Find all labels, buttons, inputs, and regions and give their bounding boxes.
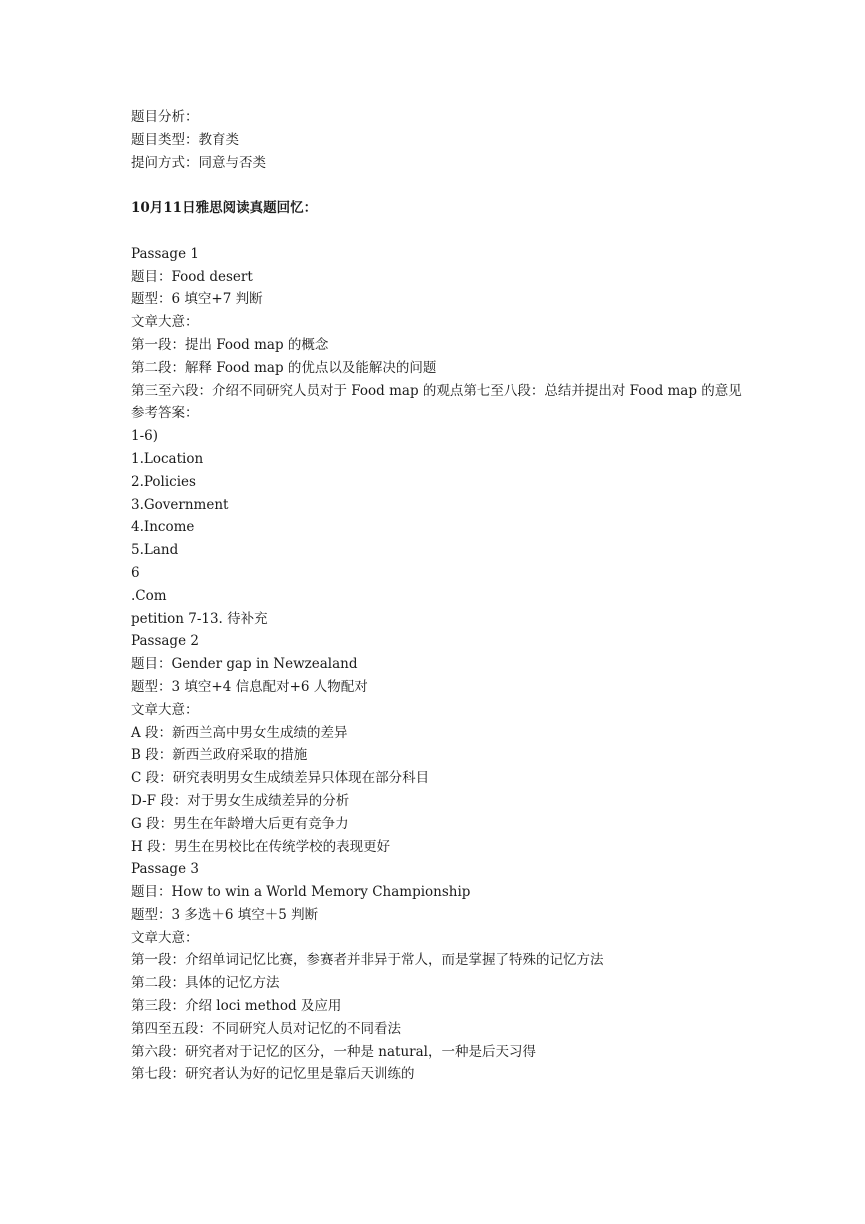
passage3-summary-item: 第二段：具体的记忆方法 [131, 975, 280, 992]
passage3-summary-item: 第六段：研究者对于记忆的区分，一种是 natural，一种是后天习得 [131, 1043, 536, 1060]
analysis-question-style: 提问方式：同意与否类 [131, 154, 266, 171]
passage3-summary-item: 第七段：研究者认为好的记忆里是靠后天训练的 [131, 1066, 415, 1083]
passage1-summary-item: 第一段：提出 Food map 的概念 [131, 336, 329, 353]
section-heading: 10月11日雅思阅读真题回忆： [131, 200, 318, 217]
passage1-answer: 4.Income [131, 519, 195, 536]
passage2-summary-item: A 段：新西兰高中男女生成绩的差异 [131, 724, 348, 741]
analysis-title: 题目分析： [131, 109, 199, 125]
passage3-summary-item: 第一段：介绍单词记忆比赛，参赛者并非异于常人，而是掌握了特殊的记忆方法 [131, 952, 604, 969]
spacer [131, 220, 751, 243]
passage1-label: Passage 1 [131, 245, 199, 262]
passage3-title: 题目：How to win a World Memory Championship [131, 884, 471, 901]
passage2-summary-item: B 段：新西兰政府采取的措施 [131, 747, 308, 764]
passage1-answers-label: 参考答案： [131, 405, 199, 422]
passage1-summary-item: 第二段：解释 Food map 的优点以及能解决的问题 [131, 359, 437, 376]
passage1-question-types: 题型：6 填空+7 判断 [131, 291, 263, 308]
passage2-summary-item: C 段：研究表明男女生成绩差异只体现在部分科目 [131, 770, 430, 787]
analysis-type: 题目类型：教育类 [131, 131, 239, 148]
passage3-summary-label: 文章大意： [131, 929, 199, 946]
passage1-answer: .Com [131, 587, 167, 604]
passage1-answer: 6 [131, 564, 140, 581]
passage3-label: Passage 3 [131, 861, 199, 878]
passage1-title: 题目：Food desert [131, 268, 253, 285]
passage2-summary-item: G 段：男生在年龄增大后更有竞争力 [131, 815, 349, 832]
spacer [131, 174, 751, 197]
passage1-answer: 1.Location [131, 450, 204, 467]
passage1-summary-label: 文章大意： [131, 314, 199, 331]
passage3-question-types: 题型：3 多选＋6 填空＋5 判断 [131, 906, 319, 923]
passage1-answer: petition 7-13. 待补充 [131, 610, 268, 627]
passage2-title: 题目：Gender gap in Newzealand [131, 656, 358, 673]
passage1-answer: 5.Land [131, 542, 179, 559]
passage1-answer: 2.Policies [131, 473, 196, 490]
passage2-summary-item: D-F 段：对于男女生成绩差异的分析 [131, 792, 350, 809]
passage2-summary-item: H 段：男生在男校比在传统学校的表现更好 [131, 838, 391, 855]
passage3-summary-item: 第三段：介绍 loci method 及应用 [131, 998, 342, 1015]
passage1-answer: 3.Government [131, 496, 229, 513]
passage1-summary-item: 第三至六段：介绍不同研究人员对于 Food map 的观点第七至八段：总结并提出对 Food map 的意见 [131, 382, 742, 399]
passage1-answers-range: 1-6) [131, 428, 159, 445]
document-page [131, 106, 751, 1086]
passage3-summary-item: 第四至五段：不同研究人员对记忆的不同看法 [131, 1020, 401, 1037]
passage2-question-types: 题型：3 填空+4 信息配对+6 人物配对 [131, 678, 368, 695]
passage2-summary-label: 文章大意： [131, 701, 199, 718]
passage2-label: Passage 2 [131, 633, 199, 650]
